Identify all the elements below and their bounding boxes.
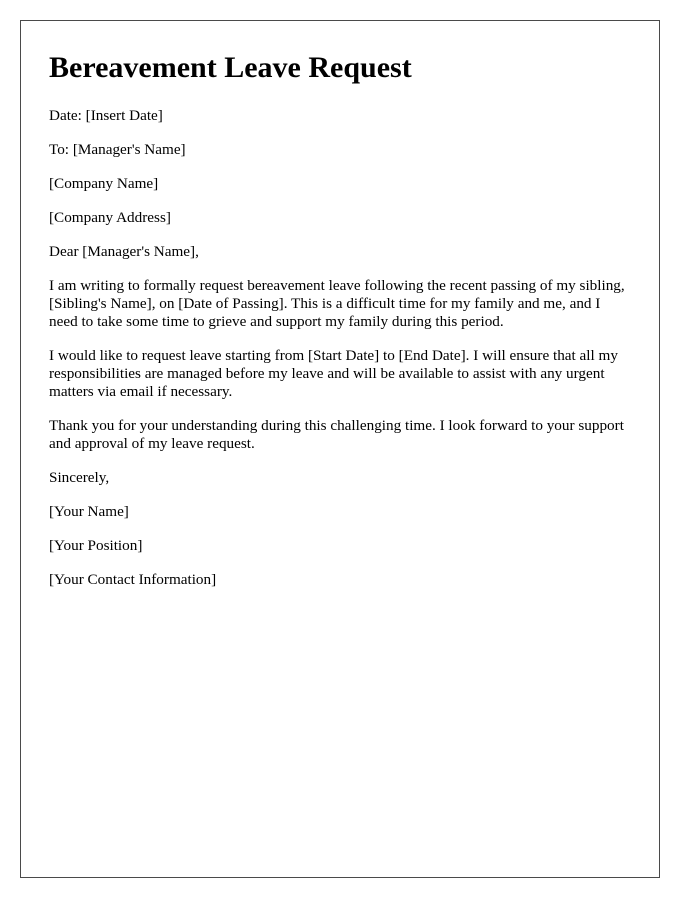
page-title: Bereavement Leave Request (49, 51, 412, 84)
body-paragraph-1: I am writing to formally request bereavement leave following the recent passing of my sibling, [Sibling's Name], on [Date of Passing]. This is a difficult time for my family and me, and I need to take some time to grieve and support my family during this period. (49, 277, 625, 330)
date-line: Date: [Insert Date] (49, 107, 163, 124)
signature-position: [Your Position] (49, 537, 143, 554)
signature-name: [Your Name] (49, 503, 129, 520)
closing: Sincerely, (49, 469, 110, 486)
company-address: [Company Address] (49, 209, 171, 226)
recipient-line: To: [Manager's Name] (49, 141, 186, 158)
letter-page (20, 20, 660, 878)
body-paragraph-2: I would like to request leave starting from [Start Date] to [End Date]. I will ensure that all my responsibilities are managed before my leave and will be available to assist with any urgent matters via email if necessary. (49, 347, 618, 400)
signature-contact: [Your Contact Information] (49, 571, 217, 588)
body-paragraph-3: Thank you for your understanding during this challenging time. I look forward to your support and approval of my leave request. (49, 417, 624, 452)
salutation: Dear [Manager's Name], (49, 243, 199, 260)
company-name: [Company Name] (49, 175, 159, 192)
